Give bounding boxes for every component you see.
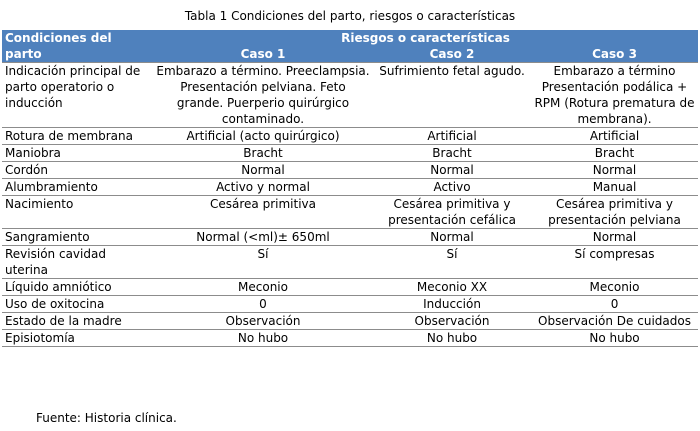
case-1-cell: Normal (<ml)± 650ml (153, 229, 373, 246)
case-1-header: Caso 1 (153, 46, 373, 63)
table-row (2, 162, 698, 179)
case-1-cell: Normal (153, 162, 373, 179)
case-2-cell: Inducción (373, 296, 531, 313)
row-label: Sangramiento (2, 229, 153, 246)
row-label: Episiotomía (2, 330, 153, 347)
case-3-cell: Normal (531, 162, 698, 179)
conditions-table (2, 30, 698, 347)
case-2-cell: Sí (373, 246, 531, 279)
case-2-cell: Cesárea primitiva y presentación cefálica (373, 196, 531, 229)
table-row (2, 246, 698, 279)
table-caption: Tabla 1 Condiciones del parto, riesgos o características (184, 9, 516, 23)
case-3-header: Caso 3 (531, 46, 698, 63)
case-3-cell: Sí compresas (531, 246, 698, 279)
case-3-cell: Manual (531, 179, 698, 196)
case-2-cell: Activo (373, 179, 531, 196)
case-3-cell: No hubo (531, 330, 698, 347)
case-1-cell: Activo y normal (153, 179, 373, 196)
case-3-cell: Artificial (531, 128, 698, 145)
case-1-cell: Cesárea primitiva (153, 196, 373, 229)
corner-header-line1: Condiciones del (5, 31, 112, 45)
table-row (2, 145, 698, 162)
row-label: Estado de la madre (2, 313, 153, 330)
corner-header-line2: parto (5, 47, 42, 61)
case-3-cell: Normal (531, 229, 698, 246)
table-row (2, 128, 698, 145)
case-2-cell: Sufrimiento fetal agudo. (373, 63, 531, 128)
table-row (2, 330, 698, 347)
table-row (2, 63, 698, 128)
corner-header (2, 30, 153, 46)
case-2-cell: Artificial (373, 128, 531, 145)
case-1-cell: Artificial (acto quirúrgico) (153, 128, 373, 145)
table-row (2, 279, 698, 296)
case-2-cell: Normal (373, 162, 531, 179)
table-row (2, 229, 698, 246)
table-source-note: Fuente: Historia clínica. (36, 411, 177, 425)
case-3-cell: Bracht (531, 145, 698, 162)
case-2-cell: Meconio XX (373, 279, 531, 296)
case-1-cell: Meconio (153, 279, 373, 296)
case-1-cell: 0 (153, 296, 373, 313)
row-label: Cordón (2, 162, 153, 179)
row-label: Uso de oxitocina (2, 296, 153, 313)
case-3-cell: Cesárea primitiva y presentación pelviana (531, 196, 698, 229)
case-2-cell: Observación (373, 313, 531, 330)
case-1-cell: Observación (153, 313, 373, 330)
case-2-cell: No hubo (373, 330, 531, 347)
table-row (2, 179, 698, 196)
table-row (2, 313, 698, 330)
case-3-cell: Embarazo a término Presentación podálica + RPM (Rotura prematura de membrana). (531, 63, 698, 128)
case-3-cell: Meconio (531, 279, 698, 296)
header-row-group (2, 30, 698, 46)
corner-header-cont (2, 46, 153, 63)
row-label: Líquido amniótico (2, 279, 153, 296)
case-1-cell: No hubo (153, 330, 373, 347)
case-1-cell: Embarazo a término. Preeclampsia. Presentación pelviana. Feto grande. Puerperio quirúrgico contaminado. (153, 63, 373, 128)
group-header: Riesgos o características (153, 30, 698, 46)
row-label: Nacimiento (2, 196, 153, 229)
header-row-cases (2, 46, 698, 63)
row-label: Revisión cavidad uterina (2, 246, 153, 279)
case-2-cell: Normal (373, 229, 531, 246)
row-label: Indicación principal de parto operatorio o inducción (2, 63, 153, 128)
case-3-cell: 0 (531, 296, 698, 313)
row-label: Rotura de membrana (2, 128, 153, 145)
row-label: Maniobra (2, 145, 153, 162)
case-2-header: Caso 2 (373, 46, 531, 63)
table-row (2, 296, 698, 313)
row-label: Alumbramiento (2, 179, 153, 196)
case-3-cell: Observación De cuidados (531, 313, 698, 330)
case-2-cell: Bracht (373, 145, 531, 162)
case-1-cell: Sí (153, 246, 373, 279)
case-1-cell: Bracht (153, 145, 373, 162)
table-row (2, 196, 698, 229)
